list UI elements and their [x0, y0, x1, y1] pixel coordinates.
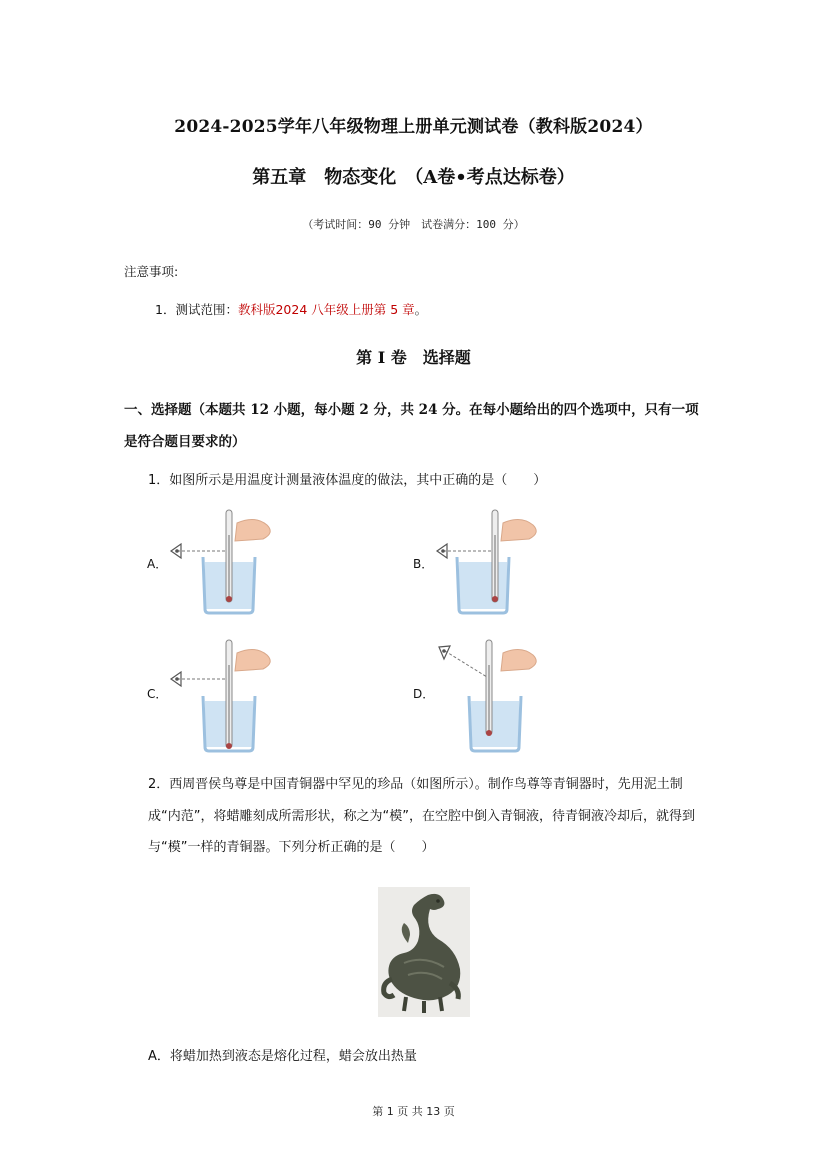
- option-d-label: D．: [413, 687, 435, 701]
- part-title: 第 I 卷 选择题: [356, 348, 471, 367]
- question-number: 2．: [148, 777, 170, 792]
- question-text: 西周晋侯鸟尊是中国青铜器中罕见的珍品（如图所示）。制作鸟尊等青铜器时，先用泥土制成“内范”，将蜡雕刻成所需形状，称之为“模”，在空腔中倒入青铜液，待青铜液冷却后，就得到与“模”一样的青铜器。下列分析正确的是（ ）: [148, 777, 695, 855]
- figure-option-a: [165, 505, 280, 615]
- question-number: 1．: [148, 473, 170, 488]
- question-text: 如图所示是用温度计测量液体温度的做法，其中正确的是（ ）: [169, 473, 547, 488]
- notes-heading: 注意事项:: [124, 264, 179, 279]
- figure-option-b: [431, 505, 546, 615]
- scope-number: 1．: [155, 302, 176, 317]
- question-2-option-a: A．将蜡加热到液态是熔化过程，蜡会放出热量: [148, 1049, 417, 1064]
- figure-option-d: [431, 635, 546, 753]
- page-footer: 第 1 页 共 13 页: [372, 1105, 455, 1118]
- scope-suffix: 。: [414, 302, 428, 317]
- section-heading: 一、选择题（本题共 12 小题，每小题 2 分，共 24 分。在每小题给出的四个选项中，只有一项是符合题目要求的）: [124, 402, 699, 450]
- exam-info: （考试时间：90 分钟 试卷满分：100 分）: [302, 218, 525, 231]
- chapter-title: 第五章 物态变化 （A卷•考点达标卷）: [252, 167, 575, 188]
- option-b-label: B．: [413, 557, 434, 571]
- option-a-label: A．: [147, 557, 168, 571]
- test-scope: [155, 300, 427, 318]
- bronze-bird-vessel-image: [378, 887, 470, 1017]
- option-c-label: C．: [147, 687, 168, 701]
- paper-title: 2024-2025学年八年级物理上册单元测试卷（教科版2024）: [174, 117, 653, 137]
- scope-value: 教科版2024 八年级上册第 5 章: [237, 302, 415, 317]
- scope-prefix: 测试范围：: [175, 302, 238, 317]
- figure-option-c: [165, 635, 280, 753]
- question-1: [148, 465, 708, 497]
- question-2: [148, 769, 708, 864]
